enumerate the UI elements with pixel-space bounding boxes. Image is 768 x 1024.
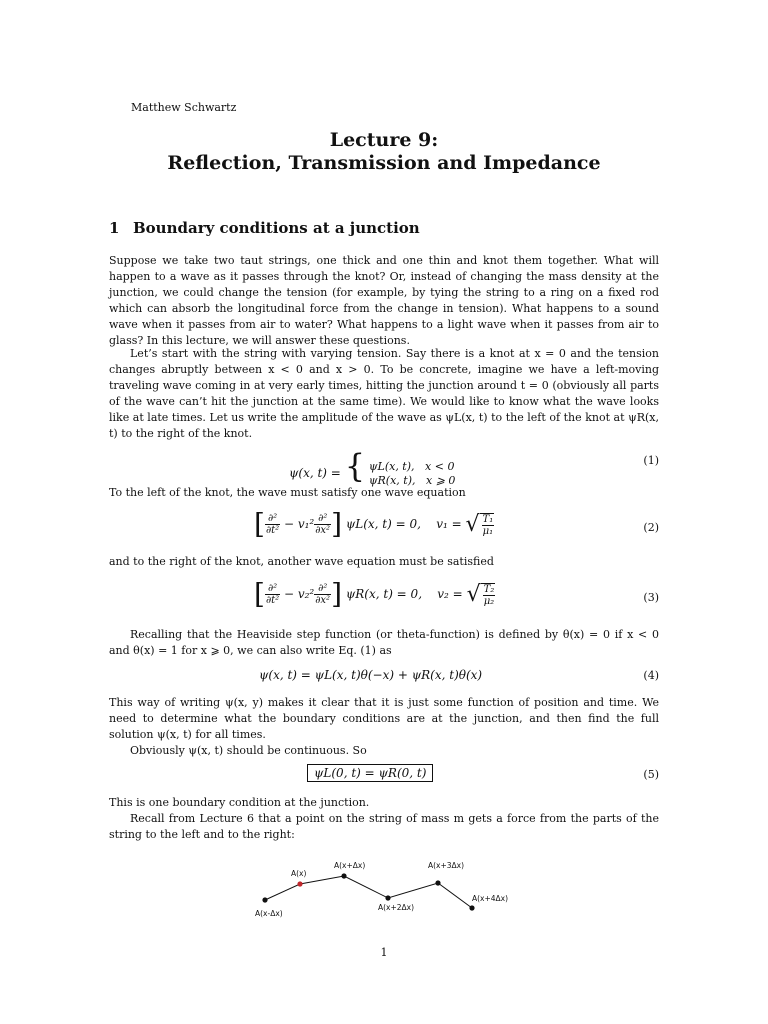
paragraph-right-wave: and to the right of the knot, another wave equation must be satisfied — [109, 555, 494, 568]
eq2-number: (2) — [643, 521, 659, 534]
eq3-sqrt: $\frac{\text{T₂}}{\text{μ₂}}$ — [481, 583, 496, 607]
lecture-title-line2: Reflection, Transmission and Impedance — [167, 152, 601, 174]
eq1-case1: ψL(x, t), — [368, 459, 415, 473]
label-x-plus-3dx: A(x+3Δx) — [428, 861, 465, 870]
paragraph-lecture6-recall: Recall from Lecture 6 that a point on the string of mass m gets a force from the parts of the string to the left and to the right: — [109, 812, 659, 841]
paragraph-string-tension: Let’s start with the string with varying tension. Say there is a knot at x = 0 and the tension changes abruptly between x < 0 and x > 0. To be concrete, imagine we have a left-moving traveling wave coming in at very early times, hitting the junction around t = 0 (obviously all parts of the wave can’t hit the junction at the same time). We would like to know what the wave looks like at late times. Let us write the amplitude of the wave as ψL(x, t) to the left of the knot at ψR(x, t) to the right of the knot. — [109, 347, 659, 440]
eq5-boxed: ψL(0, t) = ψR(0, t) — [307, 764, 433, 782]
eq1-number: (1) — [643, 454, 659, 467]
eq3-radical: √ — [466, 582, 481, 607]
eq3-frac-t: $\frac{\text{∂²}}{\text{∂t²}}$ — [265, 583, 280, 606]
point-x-plus-2dx — [385, 895, 390, 900]
eq3-bracket-close: ] — [331, 577, 343, 611]
page-number: 1 — [380, 946, 388, 959]
eq1-cond1: x < 0 — [425, 459, 455, 473]
eq2-frac-x: $\frac{\text{∂²}}{\text{∂x²}}$ — [315, 513, 331, 536]
paragraph-continuous: Obviously ψ(x, t) should be continuous. So — [130, 744, 367, 757]
eq3-frac-x: $\frac{\text{∂²}}{\text{∂x²}}$ — [315, 583, 331, 606]
paragraph-boundary-condition: This is one boundary condition at the junction. — [109, 796, 370, 809]
point-x-plus-3dx — [435, 880, 440, 885]
paragraph-heaviside: Recalling that the Heaviside step function (or theta-function) is defined by θ(x) = 0 if x < 0 and θ(x) = 1 for x ⩾ 0, we can also write Eq. (1) as — [109, 628, 659, 657]
paragraph-left-wave: To the left of the knot, the wave must satisfy one wave equation — [109, 486, 466, 499]
label-x-plus-dx: A(x+Δx) — [334, 861, 366, 870]
eq2-bracket-close: ] — [331, 507, 343, 541]
eq1-brace: { — [344, 447, 366, 485]
point-x — [297, 881, 302, 886]
eq2-minus-v: − v₁² — [283, 517, 315, 531]
equation-3 — [109, 577, 659, 616]
eq3-number: (3) — [643, 591, 659, 604]
eq2-bracket-open: [ — [254, 507, 265, 541]
eq2-rest: ψL(x, t) = 0, — [345, 517, 421, 531]
lecture-title-line1: Lecture 9: — [329, 129, 439, 151]
point-x-minus-dx — [262, 897, 267, 902]
string-polyline — [265, 876, 472, 908]
eq4-number: (4) — [643, 669, 659, 682]
point-x-plus-4dx — [469, 905, 474, 910]
eq1-lhs: ψ(x, t) = — [289, 466, 341, 480]
eq3-v: v₂ = — [437, 587, 463, 601]
eq2-v: v₁ = — [436, 517, 462, 531]
eq3-minus-v: − v₂² — [283, 587, 315, 601]
eq3-bracket-open: [ — [254, 577, 265, 611]
eq1-cond2: x ⩾ 0 — [426, 473, 456, 487]
eq1-cases — [369, 460, 456, 488]
paragraph-full-solution: This way of writing ψ(x, y) makes it clear that it is just some function of position and time. We need to determine what the boundary conditions are at the junction, and then find the full solution ψ(x, t) for all times. — [109, 696, 659, 741]
paragraph-intro: Suppose we take two taut strings, one thick and one thin and knot them together. What will happen to a wave as it passes through the knot? Or, instead of changing the mass density at the junction, we could change the tension (for example, by tying the string to a ring on a fixed rod which can absorb the longitudinal force from the change in tension). What happens to a sound wave when it passes from air to water? What happens to a light wave when it passes from air to glass? In this lecture, we will answer these questions. — [109, 254, 659, 347]
label-x-plus-2dx: A(x+2Δx) — [378, 903, 415, 912]
eq2-sqrt: $\frac{\text{T₁}}{\text{μ₁}}$ — [480, 513, 495, 537]
point-x-plus-dx — [341, 873, 346, 878]
string-segment-diagram — [250, 852, 530, 924]
section-number: 1 — [109, 219, 120, 237]
equation-4 — [109, 668, 659, 686]
eq5-number: (5) — [643, 768, 659, 781]
author-name: Matthew Schwartz — [131, 101, 237, 114]
equation-5 — [109, 766, 659, 786]
eq2-frac-t: $\frac{\text{∂²}}{\text{∂t²}}$ — [265, 513, 280, 536]
label-x-minus-dx: A(x-Δx) — [255, 909, 283, 918]
label-x: A(x) — [291, 869, 307, 878]
section-heading — [109, 219, 420, 237]
eq2-radical: √ — [465, 512, 480, 537]
eq3-rest: ψR(x, t) = 0, — [345, 587, 423, 601]
equation-2 — [109, 507, 659, 546]
label-x-plus-4dx: A(x+4Δx) — [472, 894, 509, 903]
eq1-case2: ψR(x, t), — [368, 473, 416, 487]
section-title: Boundary conditions at a junction — [133, 219, 420, 237]
eq4-text: ψ(x, t) = ψL(x, t)θ(−x) + ψR(x, t)θ(x) — [259, 668, 483, 682]
equation-1 — [109, 446, 659, 487]
